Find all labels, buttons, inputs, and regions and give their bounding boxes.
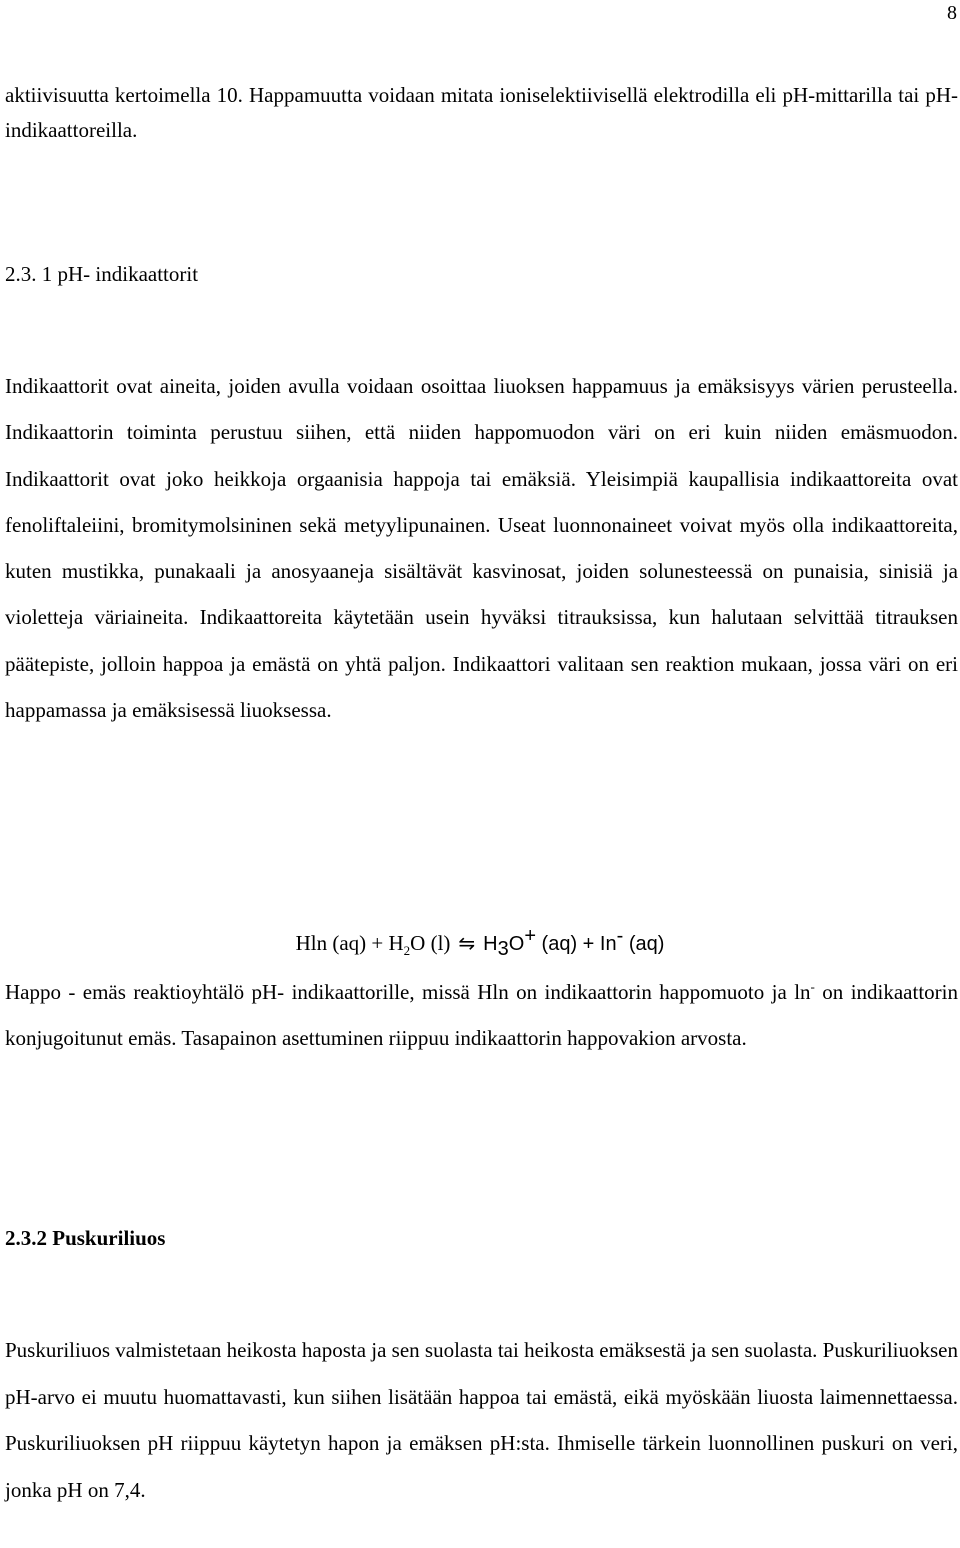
- equation-explanation-paragraph: [5, 964, 958, 1061]
- explanation-superscript: -: [810, 979, 815, 994]
- equation-right-superscript-plus: +: [524, 925, 536, 947]
- equation-right-part-3: (aq) + In: [536, 933, 617, 955]
- indicator-equilibrium-equation: [0, 925, 960, 961]
- explanation-part-1: Happo - emäs reaktioyhtälö pH- indikaattorille, missä Hln on indikaattorin happomuoto ja ln: [5, 980, 811, 1004]
- equation-right-subscript: 3: [497, 938, 509, 961]
- equation-right-part-2: O: [508, 933, 525, 955]
- explanation-part-2: on indikaattorin konjugoitunut emäs. Tasapainon asettuminen riippuu indikaattorin happovakion arvosta.: [5, 980, 958, 1050]
- equation-left-subscript: 2: [403, 943, 411, 959]
- equilibrium-arrow-icon: ⇋: [458, 931, 476, 955]
- equation-left-part-2: O (l): [410, 931, 451, 955]
- indicators-paragraph: Indikaattorit ovat aineita, joiden avulla voidaan osoittaa liuoksen happamuus ja emäksisyys värien perusteella. Indikaattorin toiminta perustuu siihen, että niiden happomuodon väri on eri kuin niiden emäsmuodon. Indikaattorit ovat joko heikkoja orgaanisia happoja tai emäksiä. Yleisimpiä kaupallisia indikaattoreita ovat fenoliftaleiini, bromitymolsininen sekä metyylipunainen. Useat luonnonaineet voivat myös olla indikaattoreita, kuten mustikka, punakaali ja anosyaaneja sisältävät kasvinosat, joiden solunesteessä on punaisia, sinisiä ja violetteja väriaineita. Indikaattoreita käytetään usein hyväksi titrauksissa, kun halutaan selvittää titrauksen päätepiste, jolloin happoa ja emästä on yhtä paljon. Indikaattori valitaan sen reaktion mukaan, jossa väri on eri happamassa ja emäksisessä liuoksessa.: [5, 374, 958, 723]
- equation-right-part-4: (aq): [623, 933, 665, 955]
- section-heading-buffer: 2.3.2 Puskuriliuos: [5, 1226, 166, 1250]
- equation-left-part-1: Hln (aq) + H: [295, 931, 404, 955]
- equation-right-part-1: H: [483, 933, 498, 955]
- page-number: 8: [947, 2, 957, 24]
- intro-paragraph: aktiivisuutta kertoimella 10. Happamuutta voidaan mitata ioniselektiivisellä elektrodilla eli pH-mittarilla tai pH-indikaattoreilla.: [5, 83, 958, 142]
- equation-right-superscript-minus: -: [616, 925, 624, 947]
- buffer-paragraph: Puskuriliuos valmistetaan heikosta haposta ja sen suolasta tai heikosta emäksestä ja sen suolasta. Puskuriliuoksen pH-arvo ei muutu huomattavasti, kun siihen lisätään happoa tai emästä, eikä myöskään liuosta laimennettaessa. Puskuriliuoksen pH riippuu käytetyn hapon ja emäksen pH:sta. Ihmiselle tärkein luonnollinen puskuri on veri, jonka pH on 7,4.: [5, 1338, 958, 1502]
- section-heading-ph-indicators: 2.3. 1 pH- indikaattorit: [5, 262, 199, 286]
